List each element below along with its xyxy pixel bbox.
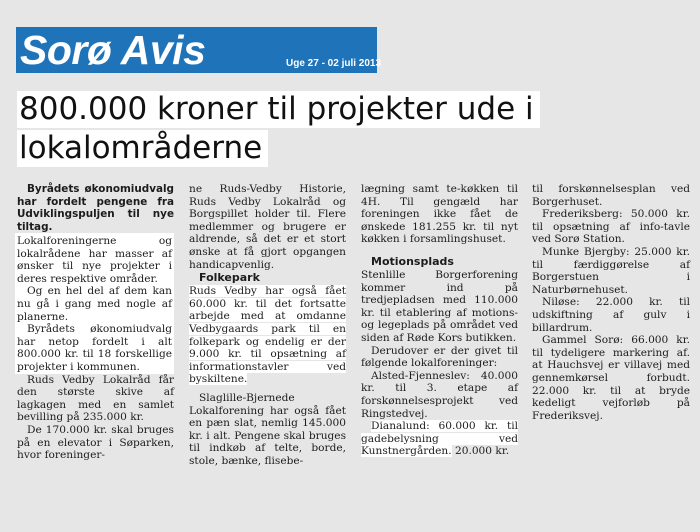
paragraph: Stenlille Borgerforening kommer ind på tredjepladsen med 110.000 kr. til etablering af motions- og legeplads på området ved siden af Røde Kors butikken.: [361, 268, 518, 344]
masthead: [16, 27, 382, 73]
paragraph-highlighted: Dianalund: 60.000 kr. til gadebelysning ved Kunstnergården. 20.000 kr.: [361, 420, 518, 458]
paragraph: Derudover er der givet til følgende lokalforeninger:: [361, 344, 518, 370]
paragraph: Og en hel del af dem kan nu gå i gang med nogle af planerne.: [17, 285, 172, 323]
paragraph: Alsted-Fjenneslev: 40.000 kr. til 3. etape af forskønnelsesprojekt ved Ringstedvej.: [361, 369, 518, 420]
article-lead: Byrådets økonomiudvalg har fordelt pengene fra Udviklingspuljen til nye tiltag.: [17, 183, 174, 233]
article-column-4: [532, 183, 690, 422]
paragraph: Frederiksberg: 50.000 kr. til opsætning af info-tavle ved Sorø Station.: [532, 208, 690, 246]
paragraph: Niløse: 22.000 kr. til udskiftning af gulv i billardrum.: [532, 296, 690, 334]
paragraph: til forskønnelsesplan ved Borgerhuset.: [532, 183, 690, 208]
article-headline: 800.000 kroner til projekter ude i lokalområderne: [17, 90, 577, 168]
paragraph: Ruds Vedby Lokalråd får den største skive af lagkagen med en samlet bevilling på 235.000 kr.: [17, 373, 174, 424]
paragraph: ne Ruds-Vedby Historie, Ruds Vedby Lokalråd og Borgspillet holder til. Flere medlemmer og brugere er aldrende, så det er et stort ønske at få gjort opgangen handicapvenlig.: [189, 183, 346, 271]
subheading-motionsplads: Motionsplads: [371, 254, 454, 268]
article-column-2: [189, 183, 346, 467]
paragraph: lægning samt te-køkken til 4H. Til gengæld har foreningen ikke fået de ønskede 181.255 kr. til nyt køkken i forsamlingshuset.: [361, 183, 518, 246]
article-column-3: [361, 183, 518, 458]
paragraph: Lokalforeningerne og lokalrådene har masser af ønsker til nye projekter i deres respektive områder.: [17, 235, 172, 285]
paragraph: Slaglille-Bjernede Lokalforening har også fået en pæn slat, nemlig 145.000 kr. i alt. Pengene skal bruges til indkøb af telte, borde, stole, bænke, flisebe-: [189, 391, 346, 467]
newspaper-title: Sorø Avis: [20, 27, 206, 73]
paragraph: Byrådets økonomiudvalg har netop fordelt i alt 800.000 kr. til 18 forskellige projekter i kommunen.: [17, 323, 172, 373]
paragraph: Munke Bjergby: 25.000 kr. til færdiggørelse af Borgerstuen i Naturbørnehuset.: [532, 245, 690, 296]
highlighted-passage: [15, 233, 174, 374]
article-column-1: [17, 183, 174, 462]
paragraph-highlighted: Ruds Vedby har også fået 60.000 kr. til det fortsatte arbejde med at omdanne Vedbygaards park til en folkepark og endelig er der 9.000 kr. til opsætning af informationstavler ved byskiltene.: [189, 285, 346, 386]
edition-date: Uge 27 - 02 juli 2013: [286, 58, 382, 69]
subheading-folkepark: Folkepark: [199, 271, 260, 285]
paragraph: Gammel Sorø: 66.000 kr. til tydeligere markering af. at Hauchsvej er villavej med gennemkørsel forbudt. 22.000 kr. til at bryde kedeligt vejforløb på Frederiksvej.: [532, 334, 690, 422]
paragraph: De 170.000 kr. skal bruges på en elevator i Søparken, hvor foreninger-: [17, 423, 174, 462]
